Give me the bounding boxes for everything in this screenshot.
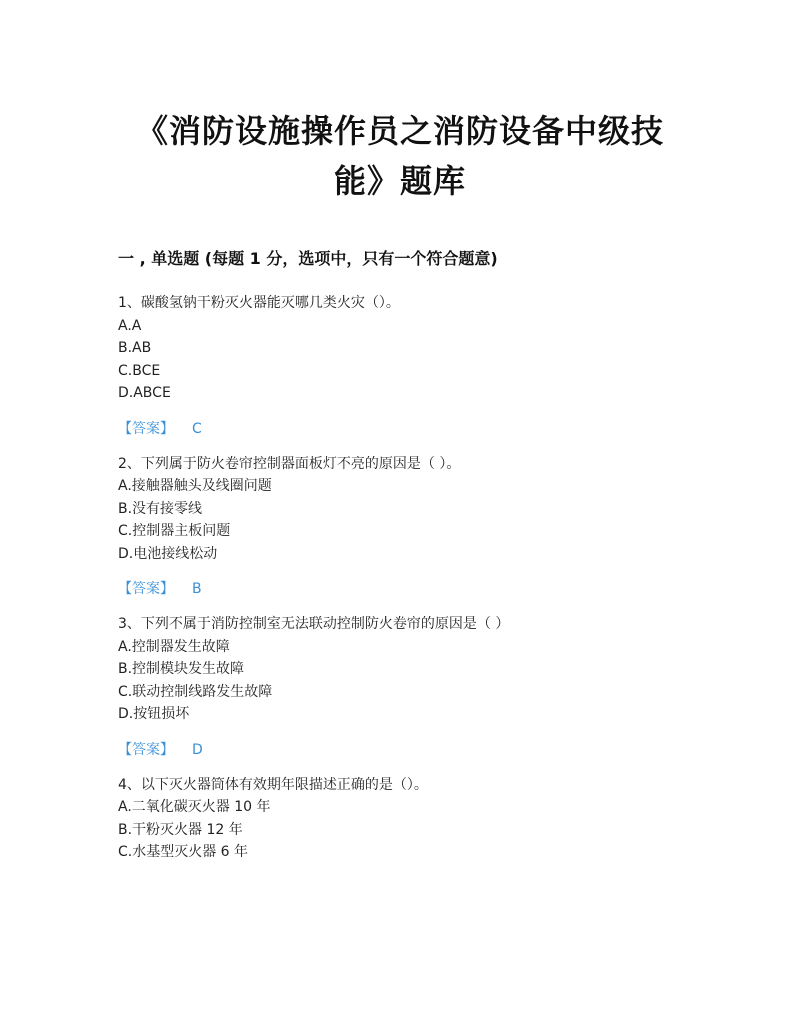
title-line-1: 《消防设施操作员之消防设备中级技 (135, 112, 664, 150)
option-d: D.ABCE (118, 385, 171, 401)
question-item (118, 453, 718, 601)
question-stem: 4、以下灭火器筒体有效期年限描述正确的是（）。 (118, 776, 428, 793)
option-a: A.接触器触头及线圈问题 (118, 478, 272, 494)
option-c: C.水基型灭火器 6 年 (118, 844, 249, 860)
answer-line (118, 418, 718, 440)
answer-value: C (192, 420, 202, 437)
question-list (118, 292, 718, 864)
question-stem: 1、碳酸氢钠干粉灭火器能灭哪几类火灾（）。 (118, 295, 400, 311)
option-c: C.联动控制线路发生故障 (118, 683, 273, 700)
option-c: C.BCE (118, 362, 161, 379)
answer-line (118, 739, 718, 761)
answer-label: 【答案】 (118, 741, 174, 758)
option-a: A.二氧化碳灭火器 10 年 (118, 799, 271, 815)
answer-value: B (192, 581, 202, 597)
option-d: D.电池接线松动 (118, 545, 218, 562)
question-item (118, 774, 718, 864)
option-a: A.控制器发生故障 (118, 638, 230, 655)
question-item (118, 292, 718, 440)
title-line-2: 能》题库 (333, 162, 466, 200)
answer-value: D (192, 741, 203, 758)
document-title (100, 106, 700, 206)
option-a: A.A (118, 317, 142, 334)
question-item (118, 613, 718, 761)
option-c: C.控制器主板问题 (118, 523, 231, 539)
answer-label: 【答案】 (118, 581, 174, 597)
option-b: B.没有接零线 (118, 500, 203, 517)
option-d: D.按钮损坏 (118, 706, 190, 722)
section-heading: 一 , 单选题 (每题 1 分，选项中，只有一个符合题意) (118, 249, 498, 268)
question-stem: 2、下列属于防火卷帘控制器面板灯不亮的原因是（ ）。 (118, 455, 461, 472)
answer-label: 【答案】 (118, 420, 174, 437)
question-stem: 3、下列不属于消防控制室无法联动控制防火卷帘的原因是（ ） (118, 616, 510, 632)
answer-line (118, 578, 718, 600)
option-b: B.控制模块发生故障 (118, 661, 245, 677)
option-b: B.干粉灭火器 12 年 (118, 821, 243, 838)
option-b: B.AB (118, 340, 152, 356)
